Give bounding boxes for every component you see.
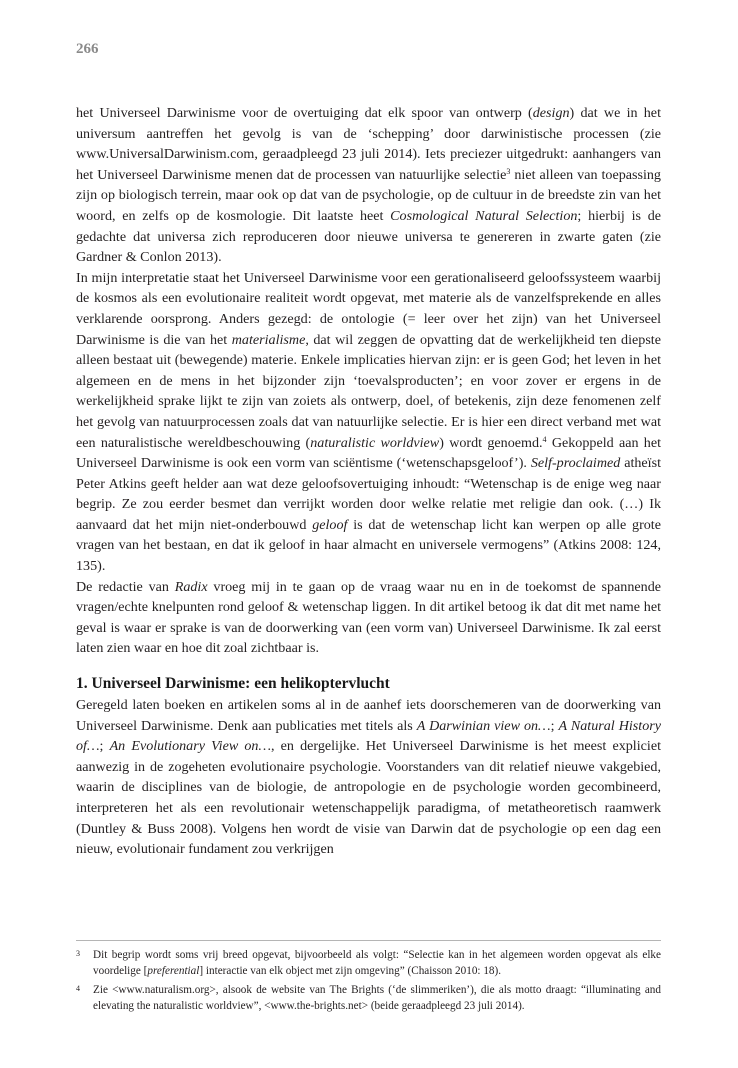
- paragraph-2: [76, 268, 661, 577]
- footnotes: [76, 947, 661, 1017]
- italic-term: design: [532, 105, 570, 121]
- footnote-4: [76, 982, 661, 1014]
- paragraph-3: [76, 577, 661, 659]
- text-run: ) dat we in het universum aantreffen het gevolg is van de ‘schepping’ door darwinistische processen (zie www.UniversalDarwinism.com, geraadpleegd 23 juli 2014). Iets preciezer uitgedrukt: aanhangers van het Universeel Darwinisme menen dat de processen van natuurlijke selectie: [76, 105, 661, 183]
- paragraph-4: [76, 695, 661, 860]
- italic-term: preferential: [147, 965, 200, 977]
- italic-term: Cosmological Natural Selection: [390, 207, 578, 224]
- text-run: ;: [550, 717, 559, 734]
- text-run: Geregeld laten boeken en artikelen soms al in de aanhef iets doorschemeren van de doorwerking van Universeel Darwinisme. Denk aan publicaties met titels als: [76, 697, 661, 734]
- text-run: In mijn interpretatie staat het Universeel Darwinisme voor een gerationaliseerd geloofssysteem waarbij de kosmos als een evolutionaire realiteit wordt opgevat, met materie als de vanzelfsprekende en alles verklarende oorsprong. Anders gezegd: de ontologie (= leer over het zijn) van het Universeel Darwinisme is die van het: [76, 269, 661, 348]
- text-run: atheïst Peter Atkins geeft helder aan wat deze geloofsovertuiging inhoudt: “Wetenschap is de enige weg naar begrip. Ze zou eerder besmet dan verrijkt worden door welke relatie met religie dan ook. (…) Ik aanvaard dat het mijn niet-onderbouwd: [76, 455, 661, 533]
- footnote-number: 4: [76, 984, 80, 993]
- text-run: ;: [99, 738, 110, 755]
- text-run: , dat wil zeggen de opvatting dat de werkelijkheid ten diepste alleen bestaat uit (bewegende) materie. Enkele implicaties hiervan zijn: er is geen God; het leven in het algemeen en de mens in het bijzonder zijn ‘toevalsproducten’; en voor zover er ergens in de werkelijkheid sprake lijkt te zijn van zoiets als ontwerp, doel, of betekenis, zijn deze fenomenen zelf het gevolg van natuurprocessen zoals dat van natuurlijke selectie. Er is hier een direct verband met wat een naturalistische wereldbeschouwing (: [76, 331, 661, 451]
- text-run: niet alleen van toepassing zijn op biologisch terrein, maar ook op dat van de psychologie, op de cultuur in de breedste zin van het woord, en zelfs op de kosmologie. Dit laatste heet: [76, 166, 661, 224]
- footnote-ref-3[interactable]: 3: [506, 166, 511, 176]
- text-run: vroeg mij in te gaan op de vraag waar nu en in de toekomst de spannende vragen/echte knelpunten rond geloof & wetenschap liggen. In dit artikel betoog ik dat dit met name het geval is waar er sprake is van de doorwerking van (een vorm van) Universeel Darwinisme. Ik zal eerst laten zien waar en hoe dit zoal zichtbaar is.: [76, 578, 661, 657]
- body-text: [76, 103, 661, 860]
- text-run: ; hierbij is de gedachte dat universa zich reproduceren door nieuwe universa te genereren in zwarte gaten (zie Gardner & Conlon 2013).: [76, 207, 662, 266]
- italic-term: An Evolutionary View on…: [109, 738, 271, 755]
- italic-term: A Natural History of…: [76, 717, 661, 755]
- text-run: ] interactie van elk object met zijn omgeving” (Chaisson 2010: 18).: [199, 965, 502, 977]
- footnote-3: [76, 947, 661, 979]
- footnote-text: [93, 947, 661, 979]
- footnote-text: Zie <www.naturalism.org>, alsook de website van The Brights (‘de slimmeriken’), die als motto draagt: “illuminating and elevating the naturalistic worldview”, <www.the-brights.net> (beide geraadpleegd 23 juli 2014).: [93, 984, 661, 1012]
- italic-term: Radix: [174, 578, 208, 595]
- italic-term: A Darwinian view on…: [416, 717, 551, 734]
- section-heading: 1. Universeel Darwinisme: een helikoptervlucht: [76, 675, 390, 693]
- italic-term: Self-proclaimed: [530, 455, 621, 472]
- text-run: het Universeel Darwinisme voor de overtuiging dat elk spoor van ontwerp (: [76, 105, 533, 121]
- text-run: Gekoppeld aan het Universeel Darwinisme is ook een vorm van sciëntisme (‘wetenschapsgeloof’).: [76, 434, 661, 472]
- paragraph-1: [76, 103, 661, 268]
- italic-term: naturalistic worldview: [310, 434, 440, 451]
- text-run: , en dergelijke. Het Universeel Darwinisme is het meest expliciet aanwezig in de zogeheten evolutionaire psychologie. Voorstanders van dit relatief nieuwe vakgebied, waarin de disciplines van de biologie, de antropologie en de psychologie worden gecombineerd, interpreteren het als een revolutionair wetenschappelijk paradigma, of metatheoretisch raamwerk (Duntley & Buss 2008). Volgens hen wordt de visie van Darwin dat de psychologie op een dag een nieuw, evolutionair fundament zou verkrijgen: [76, 738, 661, 858]
- italic-term: materialisme: [231, 331, 306, 348]
- footnote-ref-4[interactable]: 4: [542, 434, 547, 444]
- text-run: ) wordt genoemd.: [439, 434, 543, 451]
- text-run: is dat de wetenschap licht kan werpen op alle grote vragen van het bestaan, en dat ik geloof in haar almacht en universele vermogens” (Atkins 2008: 124, 135).: [76, 516, 661, 575]
- footnote-divider: [76, 940, 661, 941]
- text-run: De redactie van: [76, 578, 175, 595]
- footnote-number: 3: [76, 949, 80, 958]
- italic-term: geloof: [312, 516, 348, 533]
- page-number: 266: [76, 41, 99, 57]
- text-run: Dit begrip wordt soms vrij breed opgevat, bijvoorbeeld als volgt: “Selectie kan in het algemeen worden opgevat als elke voordelige [: [93, 949, 661, 977]
